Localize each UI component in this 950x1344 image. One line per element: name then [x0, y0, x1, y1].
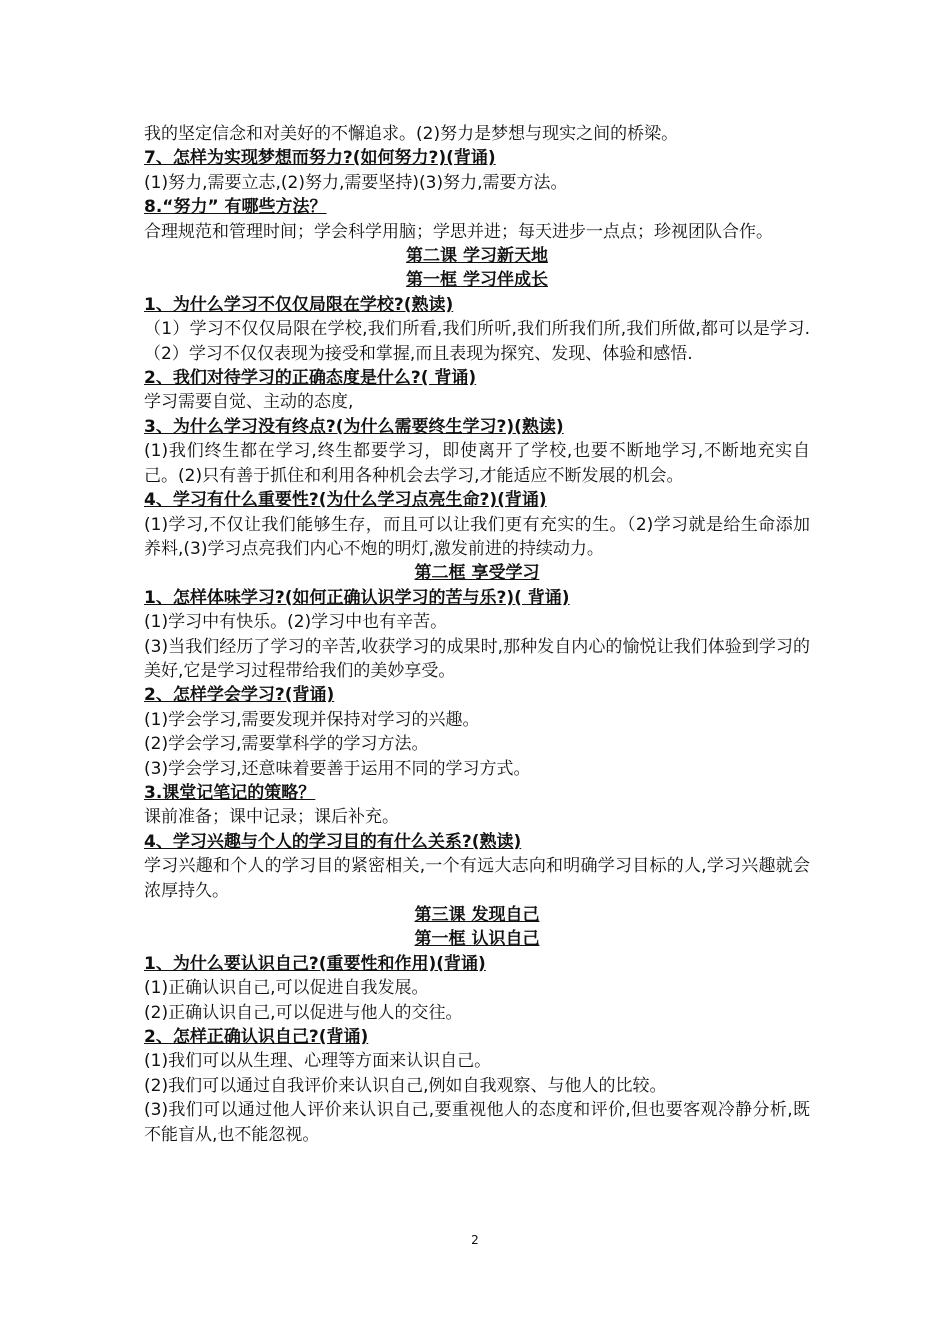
- question-heading: 4、学习兴趣与个人的学习目的有什么关系?(熟读): [144, 831, 522, 852]
- section-title: 第一框 认识自己: [414, 929, 540, 950]
- question-heading: 7、怎样为实现梦想而努力?(如何努力?)(背诵): [144, 148, 496, 169]
- page-number: 2: [471, 1233, 479, 1247]
- paragraph: (3)学会学习,还意味着要善于运用不同的学习方式。: [144, 758, 531, 779]
- paragraph: (1)正确认识自己,可以促进自我发展。: [144, 978, 429, 999]
- question-heading: 2、怎样正确认识自己?(背诵): [144, 1027, 369, 1048]
- question-heading: 3、为什么学习没有终点?(为什么需要终生学习?)(熟读): [144, 416, 564, 437]
- lesson-title: 第二课 学习新天地: [406, 246, 548, 267]
- paragraph: (2)我们可以通过自我评价来认识自己,例如自我观察、与他人的比较。: [144, 1075, 667, 1096]
- question-heading: 2、我们对待学习的正确态度是什么?( 背诵): [144, 368, 477, 389]
- lesson-title: 第三课 发现自己: [414, 905, 540, 925]
- paragraph: 学习兴趣和个人的学习目的紧密相关,一个有远大志向和明确学习目标的人,学习兴趣就会浓厚持久。: [144, 856, 810, 901]
- question-heading: 3.课堂记笔记的策略？: [144, 782, 316, 803]
- question-heading: 8.“努力” 有哪些方法？: [144, 197, 327, 218]
- paragraph: (1)学习中有快乐。(2)学习中也有辛苦。: [144, 612, 448, 633]
- paragraph: 学习需要自觉、主动的态度,: [144, 392, 354, 413]
- paragraph: (1)我们终生都在学习,终生都要学习，即使离开了学校,也要不断地学习,不断地充实自己。(2)只有善于抓住和利用各种机会去学习,才能适应不断发展的机会。: [144, 441, 810, 486]
- question-heading: 1、为什么要认识自己?(重要性和作用)(背诵): [144, 953, 486, 974]
- section-title: 第二框 享受学习: [414, 563, 540, 584]
- paragraph: (3)我们可以通过他人评价来认识自己,要重视他人的态度和评价,但也要客观冷静分析,既不能盲从,也不能忽视。: [144, 1100, 810, 1145]
- paragraph: (2)学会学习,需要掌科学的学习方法。: [144, 734, 429, 755]
- paragraph: （1）学习不仅仅局限在学校,我们所看,我们所听,我们所我们所,我们所做,都可以是学习.（2）学习不仅仅表现为接受和掌握,而且表现为探究、发现、体验和感悟.: [144, 319, 810, 364]
- paragraph: (1)学会学习,需要发现并保持对学习的兴趣。: [144, 709, 480, 730]
- document-body: [144, 122, 810, 1147]
- question-heading: 1、为什么学习不仅仅局限在学校?(熟读): [144, 294, 454, 315]
- section-title: 第一框 学习伴成长: [406, 270, 548, 291]
- question-heading: 4、学习有什么重要性?(为什么学习点亮生命?)(背诵): [144, 490, 547, 511]
- paragraph: (1)我们可以从生理、心理等方面来认识自己。: [144, 1051, 492, 1072]
- paragraph: (2)正确认识自己,可以促进与他人的交往。: [144, 1002, 463, 1023]
- paragraph: (1)努力,需要立志,(2)努力,需要坚持)(3)努力,需要方法。: [144, 172, 568, 193]
- paragraph: (3)当我们经历了学习的辛苦,收获学习的成果时,那种发自内心的愉悦让我们体验到学习的美好,它是学习过程带给我们的美妙享受。: [144, 636, 810, 681]
- paragraph: 合理规范和管理时间；学会科学用脑；学思并进；每天进步一点点；珍视团队合作。: [144, 221, 773, 242]
- paragraph: (1)学习,不仅让我们能够生存，而且可以让我们更有充实的生。（2)学习就是给生命添加养料,(3)学习点亮我们内心不炮的明灯,激发前进的持续动力。: [144, 514, 810, 559]
- paragraph: 课前准备；课中记录；课后补充。: [144, 807, 399, 828]
- question-heading: 1、怎样体味学习?(如何正确认识学习的苦与乐?)( 背诵): [144, 587, 570, 608]
- paragraph: 我的坚定信念和对美好的不懈追求。(2)努力是梦想与现实之间的桥梁。: [144, 124, 679, 144]
- question-heading: 2、怎样学会学习?(背诵): [144, 685, 335, 706]
